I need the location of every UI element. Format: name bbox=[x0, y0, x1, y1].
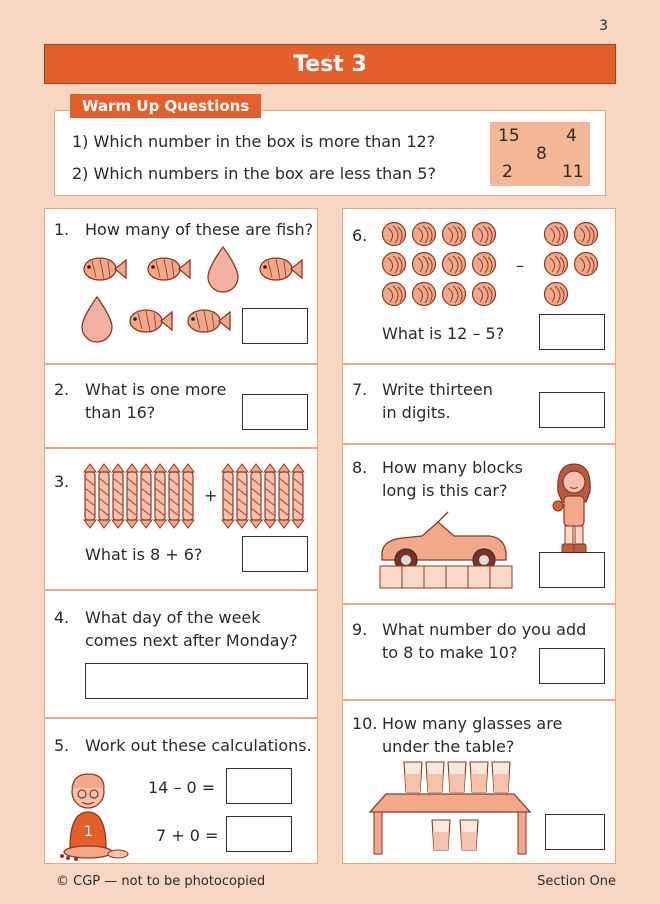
sweet-icon bbox=[168, 464, 180, 528]
question-3-answer-box[interactable] bbox=[242, 536, 308, 572]
question-5-text: Work out these calculations. bbox=[85, 736, 312, 755]
table-with-glasses-picture bbox=[366, 760, 532, 856]
number-2: 2 bbox=[502, 162, 513, 182]
question-3-number: 3. bbox=[54, 472, 70, 491]
question-8-line-2: long is this car? bbox=[382, 481, 508, 500]
question-9-answer-box[interactable] bbox=[539, 648, 605, 684]
calculation-1-answer-box[interactable] bbox=[226, 768, 292, 804]
glass-icon bbox=[470, 762, 488, 792]
question-8-answer-box[interactable] bbox=[539, 552, 605, 588]
sweet-icon bbox=[236, 464, 248, 528]
test-title: Test 3 bbox=[44, 44, 616, 84]
child-with-counters-picture bbox=[54, 770, 134, 862]
question-7-line-1: Write thirteen bbox=[382, 380, 493, 399]
blocks-row bbox=[380, 566, 512, 588]
question-6-prompt: What is 12 – 5? bbox=[382, 324, 505, 343]
question-2-number: 2. bbox=[54, 380, 70, 399]
question-4-line-1: What day of the week bbox=[85, 608, 261, 627]
question-1-answer-box[interactable] bbox=[242, 308, 308, 344]
number-8: 8 bbox=[536, 144, 547, 164]
question-3-plus-sign: + bbox=[204, 486, 218, 505]
question-4-answer-box[interactable] bbox=[85, 663, 308, 699]
question-4-number: 4. bbox=[54, 608, 70, 627]
glass-icon bbox=[460, 820, 478, 850]
sweet-icon bbox=[292, 464, 304, 528]
question-5-number: 5. bbox=[54, 736, 70, 755]
sweet-icon bbox=[250, 464, 262, 528]
warm-up-question-2: 2) Which numbers in the box are less than 5? bbox=[72, 164, 436, 183]
glass-icon bbox=[492, 762, 510, 792]
question-6-minus-sign: – bbox=[516, 256, 524, 275]
calculation-2-answer-box[interactable] bbox=[226, 816, 292, 852]
glass-icon bbox=[448, 762, 466, 792]
sweet-icon bbox=[278, 464, 290, 528]
warm-up-heading: Warm Up Questions bbox=[70, 94, 261, 118]
glass-icon bbox=[404, 762, 422, 792]
question-8-line-1: How many blocks bbox=[382, 458, 523, 477]
warm-up-question-1: 1) Which number in the box is more than 12? bbox=[72, 132, 436, 151]
svg-text:1: 1 bbox=[84, 824, 93, 840]
fish-icon bbox=[260, 258, 302, 280]
glass-icon bbox=[426, 762, 444, 792]
question-2-answer-box[interactable] bbox=[242, 394, 308, 430]
glass-icon bbox=[432, 820, 450, 850]
question-9-line-2: to 8 to make 10? bbox=[382, 643, 518, 662]
toy-car-picture bbox=[378, 512, 516, 590]
question-3-prompt: What is 8 + 6? bbox=[85, 545, 203, 564]
fish-icon bbox=[148, 258, 190, 280]
page-number: 3 bbox=[599, 18, 608, 34]
question-7-line-2: in digits. bbox=[382, 403, 451, 422]
question-10-line-1: How many glasses are bbox=[382, 714, 563, 733]
number-11: 11 bbox=[562, 162, 584, 182]
question-6-number: 6. bbox=[352, 226, 368, 245]
sweet-icon bbox=[222, 464, 234, 528]
sweet-icon bbox=[126, 464, 138, 528]
sweet-icon bbox=[112, 464, 124, 528]
sweet-icon bbox=[264, 464, 276, 528]
sweets-picture bbox=[84, 464, 310, 528]
question-7-answer-box[interactable] bbox=[539, 392, 605, 428]
fish-icon bbox=[188, 310, 230, 332]
question-10-number: 10. bbox=[352, 714, 378, 733]
question-7-number: 7. bbox=[352, 380, 368, 399]
number-box bbox=[490, 122, 590, 186]
question-10-answer-box[interactable] bbox=[545, 814, 605, 850]
question-1-text: How many of these are fish? bbox=[85, 220, 314, 239]
onions-picture bbox=[380, 220, 606, 310]
number-4: 4 bbox=[566, 126, 577, 146]
water-drop-icon bbox=[82, 297, 112, 342]
copyright-notice: © CGP — not to be photocopied bbox=[56, 874, 266, 889]
sweet-icon bbox=[154, 464, 166, 528]
water-drop-icon bbox=[208, 247, 238, 292]
question-8-number: 8. bbox=[352, 458, 368, 477]
number-15: 15 bbox=[498, 126, 520, 146]
question-9-number: 9. bbox=[352, 620, 368, 639]
question-4-line-2: comes next after Monday? bbox=[85, 631, 298, 650]
sweet-icon bbox=[140, 464, 152, 528]
calculation-1: 14 – 0 = bbox=[148, 778, 216, 797]
calculation-2: 7 + 0 = bbox=[156, 826, 219, 845]
question-9-line-1: What number do you add bbox=[382, 620, 587, 639]
girl-picture bbox=[550, 462, 598, 558]
sweet-icon bbox=[182, 464, 194, 528]
question-6-answer-box[interactable] bbox=[539, 314, 605, 350]
question-1-number: 1. bbox=[54, 220, 70, 239]
fish-icon bbox=[130, 310, 172, 332]
sweet-icon bbox=[98, 464, 110, 528]
fish-icon bbox=[84, 258, 126, 280]
sweet-icon bbox=[84, 464, 96, 528]
question-10-line-2: under the table? bbox=[382, 737, 515, 756]
section-label: Section One bbox=[537, 874, 616, 889]
question-2-line-2: than 16? bbox=[85, 403, 156, 422]
question-2-line-1: What is one more bbox=[85, 380, 227, 399]
